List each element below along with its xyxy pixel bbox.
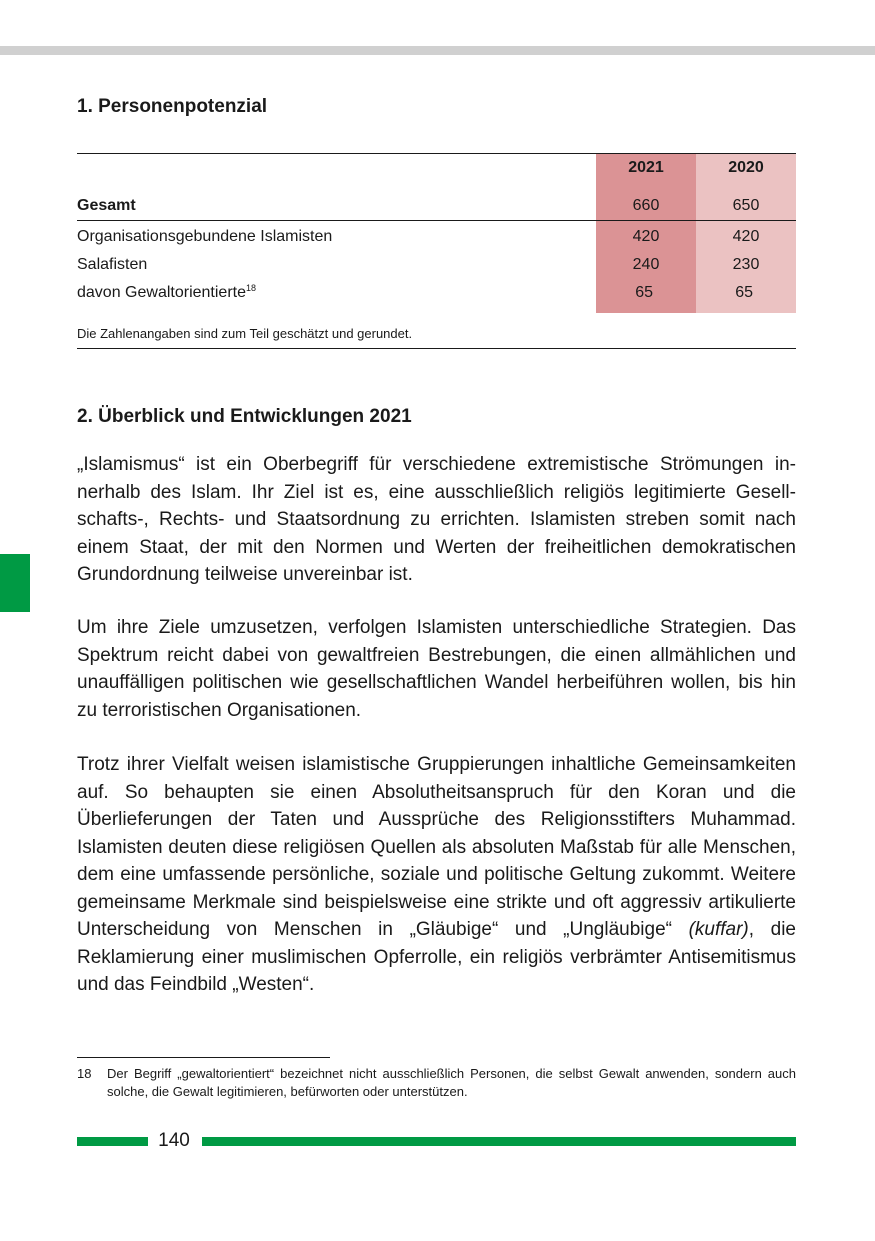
table-row xyxy=(77,223,796,251)
table-row xyxy=(77,279,796,307)
table-row xyxy=(77,251,796,279)
value-2021: 240 xyxy=(632,256,660,273)
value-2021: 660 xyxy=(632,197,660,214)
value-2020: 230 xyxy=(732,256,760,273)
table-note: Die Zahlenangaben sind zum Teil geschätzt und gerundet. xyxy=(77,326,413,341)
row-label: Gesamt xyxy=(77,197,136,214)
column-header-2020: 2020 xyxy=(728,159,764,176)
top-header-bar xyxy=(0,46,875,55)
column-header-2021: 2021 xyxy=(628,159,664,176)
italic-term: (kuffar) xyxy=(688,919,749,940)
row-label: Salafisten xyxy=(77,256,148,273)
footnote-number: 18 xyxy=(77,1066,92,1081)
value-2020: 65 xyxy=(735,284,753,301)
row-label: Organisationsgebundene Islamisten xyxy=(77,228,333,245)
table-row-gesamt xyxy=(77,192,796,220)
row-label-text: davon Gewaltorientierte xyxy=(77,284,246,301)
body-paragraph: Um ihre Ziele umzusetzen, verfolgen Islamisten unterschiedliche Strategien. Das Spektrum reicht dabei von gewaltfreien Bestrebungen, die einen allmählichen und unauffälligen politischen wie gesellschaftlichen Wandel herbeiführen wollen, bis hin zu terroristischen Organisationen. xyxy=(77,617,796,721)
page-number: 140 xyxy=(158,1130,190,1151)
value-2020: 650 xyxy=(732,197,760,214)
value-2021: 420 xyxy=(632,228,660,245)
chapter-side-tab xyxy=(0,554,30,612)
table-bottom-rule xyxy=(77,348,796,349)
body-paragraph xyxy=(77,751,796,999)
paragraph-text: , die Reklamierung einer muslimischen Opferrolle, ein religiös verbrämter Antisemitismus und das Feindbild „Westen“. xyxy=(77,919,796,995)
footnote-rule xyxy=(77,1057,330,1058)
footnote-text: Der Begriff „gewaltorientiert“ bezeichnet nicht ausschließlich Personen, die selbst Gewalt anwenden, sondern auch solche, die Gewalt legitimieren, befürworten oder unterstützen. xyxy=(107,1066,796,1099)
section-heading-personenpotenzial: 1. Personenpotenzial xyxy=(77,96,268,117)
section-heading-ueberblick: 2. Überblick und Entwicklungen 2021 xyxy=(77,406,412,427)
footer-bar-right xyxy=(202,1137,796,1146)
table-row-rule xyxy=(77,220,796,221)
value-2021: 65 xyxy=(635,284,653,301)
value-2020: 420 xyxy=(732,228,760,245)
body-paragraph: „Islamismus“ ist ein Oberbegriff für verschiedene extremistische Strömungen innerhalb des Islam. Ihr Ziel ist es, eine ausschließlich religiös legitimierte Gesellschafts-, Rechts- und Staatsordnung zu errichten. Islamisten streben somit nach einem Staat, der mit den Normen und Werten der freiheitlichen demokratischen Grundordnung teilweise unvereinbar ist. xyxy=(77,454,796,585)
footnote-reference: 18 xyxy=(245,283,256,293)
footnote xyxy=(77,1065,796,1101)
row-label-with-footnote xyxy=(77,283,256,303)
paragraph-text: Trotz ihrer Vielfalt weisen islamistische Gruppierungen inhaltliche Gemeinsamkeiten auf. So behaupten sie einen Absolutheitsanspruch für den Koran und die Überlieferungen der Taten und Aussprüche des Religionsstifters Muhammad. Islamisten deuten diese religiösen Quellen als absoluten Maßstab für alle Menschen, dem eine umfassende persönliche, soziale und politische Geltung zukommt. Weitere gemeinsame Merkmale sind beispielsweise eine strikte und oft aggressiv artikulierte Unterscheidung von Menschen in „Gläubige“ und „Ungläubige“ xyxy=(77,754,796,940)
footer-bar-left xyxy=(77,1137,148,1146)
